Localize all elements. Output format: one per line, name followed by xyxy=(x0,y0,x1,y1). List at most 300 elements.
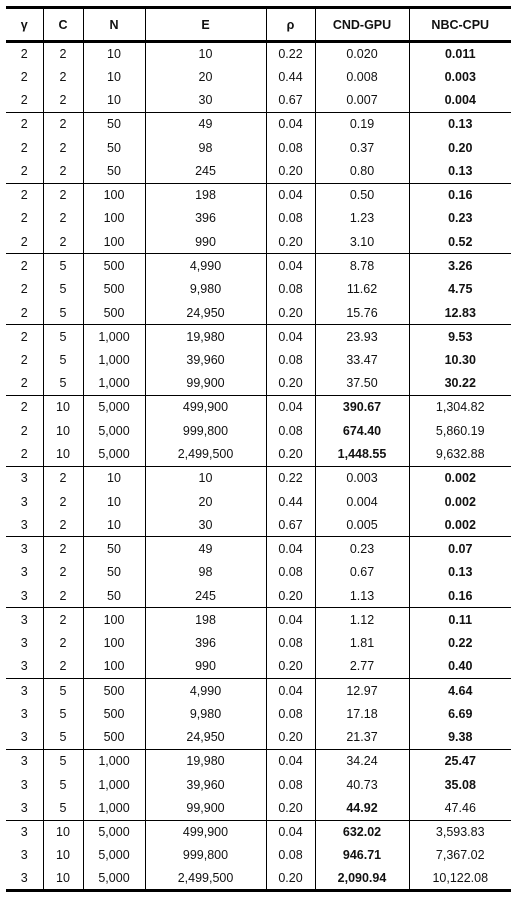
table-row xyxy=(6,65,511,89)
cell-rho: 0.04 xyxy=(266,679,315,703)
cell-cnd-gpu: 0.004 xyxy=(315,490,409,514)
cell-n: 500 xyxy=(83,702,145,726)
cell-gamma: 2 xyxy=(20,164,28,179)
cell-c: 2 xyxy=(43,65,83,89)
cell-n: 100 xyxy=(83,608,145,632)
cell-n: 50 xyxy=(83,537,145,561)
cell-n: 10 xyxy=(83,490,145,514)
cell-n: 1,000 xyxy=(83,749,145,773)
cell-gamma: 3 xyxy=(20,494,28,509)
cell-nbc-cpu: 4.75 xyxy=(409,277,511,301)
cell-gamma: 3 xyxy=(20,588,28,603)
cell-e: 10 xyxy=(145,42,266,66)
cell-cnd-gpu: 0.020 xyxy=(315,42,409,66)
cell-c: 5 xyxy=(43,301,83,325)
cell-e: 245 xyxy=(145,159,266,183)
cell-n: 500 xyxy=(83,301,145,325)
cell-e: 999,800 xyxy=(145,419,266,443)
cell-rho: 0.04 xyxy=(266,537,315,561)
cell-e: 30 xyxy=(145,89,266,113)
cell-c: 2 xyxy=(43,655,83,679)
cell-n: 500 xyxy=(83,726,145,750)
table-row xyxy=(6,679,511,703)
cell-nbc-cpu: 47.46 xyxy=(409,797,511,821)
cell-e: 99,900 xyxy=(145,797,266,821)
cell-n: 500 xyxy=(83,679,145,703)
cell-n: 10 xyxy=(83,513,145,537)
cell-n: 100 xyxy=(83,230,145,254)
cell-n: 10 xyxy=(83,42,145,66)
cell-gamma: 2 xyxy=(20,305,28,320)
cell-e: 20 xyxy=(145,65,266,89)
cell-gamma: 2 xyxy=(20,234,28,249)
cell-rho: 0.08 xyxy=(266,773,315,797)
cell-cnd-gpu: 40.73 xyxy=(315,773,409,797)
cell-cnd-gpu: 946.71 xyxy=(315,844,409,868)
table-row xyxy=(6,136,511,160)
cell-gamma: 3 xyxy=(6,537,43,561)
cell-cnd-gpu: 1.12 xyxy=(315,608,409,632)
table-row xyxy=(6,797,511,821)
table-row xyxy=(6,867,511,891)
cell-nbc-cpu: 5,860.19 xyxy=(409,419,511,443)
cell-c: 5 xyxy=(43,773,83,797)
cell-c: 10 xyxy=(43,820,83,844)
table-row xyxy=(6,395,511,419)
cell-c: 5 xyxy=(43,254,83,278)
cell-n: 50 xyxy=(83,159,145,183)
cell-e: 24,950 xyxy=(145,301,266,325)
cell-rho: 0.20 xyxy=(266,655,315,679)
cell-nbc-cpu: 0.16 xyxy=(409,584,511,608)
results-table xyxy=(6,6,511,892)
cell-rho: 0.08 xyxy=(266,844,315,868)
header-gamma: γ xyxy=(6,8,43,42)
cell-gamma: 2 xyxy=(20,423,28,438)
cell-cnd-gpu: 2.77 xyxy=(315,655,409,679)
cell-nbc-cpu: 0.13 xyxy=(409,561,511,585)
cell-n: 10 xyxy=(83,65,145,89)
cell-n: 50 xyxy=(83,112,145,136)
cell-n: 1,000 xyxy=(83,325,145,349)
cell-c: 5 xyxy=(43,702,83,726)
cell-rho: 0.20 xyxy=(266,867,315,891)
cell-rho: 0.04 xyxy=(266,608,315,632)
cell-n: 5,000 xyxy=(83,844,145,868)
table-row xyxy=(6,89,511,113)
cell-cnd-gpu: 3.10 xyxy=(315,230,409,254)
table-row xyxy=(6,277,511,301)
cell-n: 100 xyxy=(83,631,145,655)
table-row xyxy=(6,773,511,797)
cell-gamma: 3 xyxy=(6,679,43,703)
table-row xyxy=(6,749,511,773)
cell-gamma: 2 xyxy=(6,254,43,278)
cell-cnd-gpu: 37.50 xyxy=(315,372,409,396)
cell-cnd-gpu: 0.67 xyxy=(315,561,409,585)
cell-e: 39,960 xyxy=(145,773,266,797)
cell-e: 39,960 xyxy=(145,348,266,372)
table-row xyxy=(6,419,511,443)
cell-e: 10 xyxy=(145,466,266,490)
cell-e: 30 xyxy=(145,513,266,537)
cell-nbc-cpu: 0.16 xyxy=(409,183,511,207)
cell-e: 9,980 xyxy=(145,702,266,726)
cell-cnd-gpu: 8.78 xyxy=(315,254,409,278)
cell-rho: 0.67 xyxy=(266,513,315,537)
cell-n: 5,000 xyxy=(83,419,145,443)
cell-gamma: 3 xyxy=(20,517,28,532)
cell-c: 2 xyxy=(43,207,83,231)
cell-n: 1,000 xyxy=(83,372,145,396)
cell-n: 10 xyxy=(83,89,145,113)
cell-rho: 0.08 xyxy=(266,136,315,160)
cell-c: 5 xyxy=(43,797,83,821)
table-row xyxy=(6,844,511,868)
cell-nbc-cpu: 0.22 xyxy=(409,631,511,655)
cell-nbc-cpu: 3.26 xyxy=(409,254,511,278)
cell-n: 10 xyxy=(83,466,145,490)
header-e: E xyxy=(145,8,266,42)
cell-nbc-cpu: 0.011 xyxy=(409,42,511,66)
cell-rho: 0.44 xyxy=(266,490,315,514)
cell-n: 50 xyxy=(83,584,145,608)
cell-nbc-cpu: 0.13 xyxy=(409,112,511,136)
cell-n: 5,000 xyxy=(83,867,145,891)
cell-cnd-gpu: 0.19 xyxy=(315,112,409,136)
cell-gamma: 2 xyxy=(20,376,28,391)
header-rho: ρ xyxy=(266,8,315,42)
table-row xyxy=(6,159,511,183)
cell-e: 20 xyxy=(145,490,266,514)
cell-cnd-gpu: 1.23 xyxy=(315,207,409,231)
header-c: C xyxy=(43,8,83,42)
cell-rho: 0.44 xyxy=(266,65,315,89)
cell-c: 2 xyxy=(43,537,83,561)
cell-cnd-gpu: 0.23 xyxy=(315,537,409,561)
cell-e: 499,900 xyxy=(145,820,266,844)
cell-e: 990 xyxy=(145,230,266,254)
cell-e: 999,800 xyxy=(145,844,266,868)
cell-rho: 0.20 xyxy=(266,372,315,396)
cell-gamma: 2 xyxy=(20,69,28,84)
header-row xyxy=(6,8,511,42)
cell-c: 5 xyxy=(43,749,83,773)
cell-e: 9,980 xyxy=(145,277,266,301)
cell-nbc-cpu: 0.002 xyxy=(409,513,511,537)
cell-cnd-gpu: 21.37 xyxy=(315,726,409,750)
cell-gamma: 2 xyxy=(6,183,43,207)
cell-e: 49 xyxy=(145,537,266,561)
cell-e: 99,900 xyxy=(145,372,266,396)
header-cnd-gpu: CND-GPU xyxy=(315,8,409,42)
cell-cnd-gpu: 1.81 xyxy=(315,631,409,655)
cell-n: 1,000 xyxy=(83,797,145,821)
cell-e: 19,980 xyxy=(145,749,266,773)
cell-c: 2 xyxy=(43,513,83,537)
cell-c: 5 xyxy=(43,348,83,372)
cell-nbc-cpu: 4.64 xyxy=(409,679,511,703)
cell-cnd-gpu: 2,090.94 xyxy=(315,867,409,891)
cell-gamma: 3 xyxy=(6,466,43,490)
cell-e: 396 xyxy=(145,207,266,231)
cell-nbc-cpu: 0.004 xyxy=(409,89,511,113)
cell-c: 5 xyxy=(43,277,83,301)
cell-n: 500 xyxy=(83,254,145,278)
cell-gamma: 3 xyxy=(20,730,28,745)
cell-c: 5 xyxy=(43,679,83,703)
cell-c: 2 xyxy=(43,112,83,136)
cell-c: 5 xyxy=(43,372,83,396)
cell-rho: 0.20 xyxy=(266,301,315,325)
table-row xyxy=(6,42,511,66)
cell-nbc-cpu: 0.23 xyxy=(409,207,511,231)
cell-e: 198 xyxy=(145,183,266,207)
cell-e: 98 xyxy=(145,136,266,160)
cell-c: 2 xyxy=(43,89,83,113)
cell-c: 2 xyxy=(43,42,83,66)
cell-nbc-cpu: 9.38 xyxy=(409,726,511,750)
cell-gamma: 3 xyxy=(6,867,43,891)
cell-nbc-cpu: 0.07 xyxy=(409,537,511,561)
cell-nbc-cpu: 1,304.82 xyxy=(409,395,511,419)
cell-c: 2 xyxy=(43,230,83,254)
cell-cnd-gpu: 632.02 xyxy=(315,820,409,844)
cell-cnd-gpu: 12.97 xyxy=(315,679,409,703)
cell-rho: 0.20 xyxy=(266,584,315,608)
cell-gamma: 2 xyxy=(20,211,28,226)
cell-nbc-cpu: 9,632.88 xyxy=(409,443,511,467)
cell-nbc-cpu: 7,367.02 xyxy=(409,844,511,868)
cell-gamma: 3 xyxy=(6,749,43,773)
cell-nbc-cpu: 3,593.83 xyxy=(409,820,511,844)
cell-rho: 0.08 xyxy=(266,348,315,372)
cell-gamma: 2 xyxy=(20,93,28,108)
cell-e: 24,950 xyxy=(145,726,266,750)
cell-c: 2 xyxy=(43,159,83,183)
cell-cnd-gpu: 1,448.55 xyxy=(315,443,409,467)
cell-cnd-gpu: 0.005 xyxy=(315,513,409,537)
cell-n: 50 xyxy=(83,136,145,160)
cell-c: 2 xyxy=(43,561,83,585)
table-row xyxy=(6,584,511,608)
table-row xyxy=(6,608,511,632)
cell-rho: 0.20 xyxy=(266,159,315,183)
cell-cnd-gpu: 33.47 xyxy=(315,348,409,372)
cell-cnd-gpu: 17.18 xyxy=(315,702,409,726)
cell-gamma: 2 xyxy=(20,282,28,297)
table-row xyxy=(6,348,511,372)
cell-gamma: 2 xyxy=(20,353,28,368)
cell-e: 396 xyxy=(145,631,266,655)
cell-n: 50 xyxy=(83,561,145,585)
cell-cnd-gpu: 0.003 xyxy=(315,466,409,490)
cell-gamma: 3 xyxy=(20,636,28,651)
table-row xyxy=(6,207,511,231)
table-row xyxy=(6,230,511,254)
cell-rho: 0.04 xyxy=(266,325,315,349)
cell-nbc-cpu: 12.83 xyxy=(409,301,511,325)
cell-gamma: 2 xyxy=(6,325,43,349)
cell-e: 2,499,500 xyxy=(145,867,266,891)
table-body xyxy=(6,42,511,891)
cell-e: 198 xyxy=(145,608,266,632)
cell-e: 990 xyxy=(145,655,266,679)
cell-cnd-gpu: 11.62 xyxy=(315,277,409,301)
cell-rho: 0.20 xyxy=(266,726,315,750)
cell-cnd-gpu: 23.93 xyxy=(315,325,409,349)
cell-n: 5,000 xyxy=(83,395,145,419)
cell-rho: 0.04 xyxy=(266,749,315,773)
cell-nbc-cpu: 0.13 xyxy=(409,159,511,183)
cell-e: 2,499,500 xyxy=(145,443,266,467)
cell-rho: 0.08 xyxy=(266,702,315,726)
cell-rho: 0.08 xyxy=(266,277,315,301)
cell-c: 2 xyxy=(43,490,83,514)
cell-gamma: 2 xyxy=(20,140,28,155)
cell-c: 10 xyxy=(43,867,83,891)
cell-c: 10 xyxy=(43,844,83,868)
cell-e: 4,990 xyxy=(145,679,266,703)
header-nbc-cpu: NBC-CPU xyxy=(409,8,511,42)
cell-rho: 0.04 xyxy=(266,183,315,207)
cell-n: 1,000 xyxy=(83,773,145,797)
cell-rho: 0.20 xyxy=(266,797,315,821)
table-row xyxy=(6,513,511,537)
cell-rho: 0.22 xyxy=(266,466,315,490)
table-row xyxy=(6,631,511,655)
cell-cnd-gpu: 0.50 xyxy=(315,183,409,207)
cell-rho: 0.04 xyxy=(266,820,315,844)
cell-nbc-cpu: 0.003 xyxy=(409,65,511,89)
cell-gamma: 3 xyxy=(20,659,28,674)
cell-rho: 0.08 xyxy=(266,207,315,231)
cell-gamma: 3 xyxy=(6,608,43,632)
table-row xyxy=(6,112,511,136)
cell-cnd-gpu: 44.92 xyxy=(315,797,409,821)
cell-nbc-cpu: 0.52 xyxy=(409,230,511,254)
cell-gamma: 3 xyxy=(20,706,28,721)
cell-rho: 0.67 xyxy=(266,89,315,113)
cell-cnd-gpu: 390.67 xyxy=(315,395,409,419)
cell-rho: 0.22 xyxy=(266,42,315,66)
cell-nbc-cpu: 9.53 xyxy=(409,325,511,349)
cell-rho: 0.04 xyxy=(266,395,315,419)
cell-gamma: 3 xyxy=(20,777,28,792)
table-row xyxy=(6,655,511,679)
table-row xyxy=(6,726,511,750)
cell-n: 1,000 xyxy=(83,348,145,372)
cell-c: 2 xyxy=(43,631,83,655)
table-row xyxy=(6,254,511,278)
cell-rho: 0.04 xyxy=(266,112,315,136)
table-row xyxy=(6,325,511,349)
cell-e: 4,990 xyxy=(145,254,266,278)
cell-rho: 0.08 xyxy=(266,561,315,585)
cell-nbc-cpu: 10.30 xyxy=(409,348,511,372)
cell-cnd-gpu: 674.40 xyxy=(315,419,409,443)
table-row xyxy=(6,561,511,585)
cell-cnd-gpu: 0.37 xyxy=(315,136,409,160)
cell-n: 5,000 xyxy=(83,443,145,467)
cell-c: 5 xyxy=(43,726,83,750)
table-row xyxy=(6,443,511,467)
cell-e: 245 xyxy=(145,584,266,608)
cell-c: 5 xyxy=(43,325,83,349)
cell-gamma: 3 xyxy=(20,801,28,816)
cell-n: 500 xyxy=(83,277,145,301)
cell-e: 499,900 xyxy=(145,395,266,419)
cell-gamma: 3 xyxy=(20,565,28,580)
cell-c: 2 xyxy=(43,136,83,160)
cell-c: 2 xyxy=(43,183,83,207)
table-row xyxy=(6,702,511,726)
cell-gamma: 2 xyxy=(6,112,43,136)
cell-cnd-gpu: 34.24 xyxy=(315,749,409,773)
cell-rho: 0.20 xyxy=(266,443,315,467)
cell-c: 10 xyxy=(43,419,83,443)
cell-cnd-gpu: 0.80 xyxy=(315,159,409,183)
cell-nbc-cpu: 0.20 xyxy=(409,136,511,160)
cell-nbc-cpu: 0.11 xyxy=(409,608,511,632)
cell-cnd-gpu: 0.007 xyxy=(315,89,409,113)
cell-rho: 0.20 xyxy=(266,230,315,254)
table-row xyxy=(6,490,511,514)
table-row xyxy=(6,820,511,844)
cell-gamma: 2 xyxy=(20,447,28,462)
cell-rho: 0.08 xyxy=(266,419,315,443)
table-header xyxy=(6,8,511,42)
cell-nbc-cpu: 10,122.08 xyxy=(409,867,511,891)
cell-c: 10 xyxy=(43,395,83,419)
results-table-container xyxy=(6,6,511,892)
header-n: N xyxy=(83,8,145,42)
cell-nbc-cpu: 0.002 xyxy=(409,490,511,514)
cell-nbc-cpu: 6.69 xyxy=(409,702,511,726)
cell-gamma: 3 xyxy=(20,848,28,863)
cell-c: 2 xyxy=(43,608,83,632)
cell-c: 2 xyxy=(43,584,83,608)
cell-gamma: 3 xyxy=(6,820,43,844)
cell-cnd-gpu: 0.008 xyxy=(315,65,409,89)
cell-cnd-gpu: 1.13 xyxy=(315,584,409,608)
cell-nbc-cpu: 0.002 xyxy=(409,466,511,490)
cell-nbc-cpu: 25.47 xyxy=(409,749,511,773)
cell-rho: 0.08 xyxy=(266,631,315,655)
cell-e: 19,980 xyxy=(145,325,266,349)
cell-n: 100 xyxy=(83,207,145,231)
cell-nbc-cpu: 0.40 xyxy=(409,655,511,679)
cell-cnd-gpu: 15.76 xyxy=(315,301,409,325)
table-row xyxy=(6,537,511,561)
cell-c: 10 xyxy=(43,443,83,467)
cell-e: 98 xyxy=(145,561,266,585)
table-row xyxy=(6,466,511,490)
table-row xyxy=(6,301,511,325)
cell-gamma: 2 xyxy=(20,47,28,62)
cell-n: 100 xyxy=(83,183,145,207)
cell-nbc-cpu: 35.08 xyxy=(409,773,511,797)
cell-rho: 0.04 xyxy=(266,254,315,278)
cell-c: 2 xyxy=(43,466,83,490)
table-row xyxy=(6,372,511,396)
table-row xyxy=(6,183,511,207)
cell-e: 49 xyxy=(145,112,266,136)
cell-n: 100 xyxy=(83,655,145,679)
cell-gamma: 2 xyxy=(6,395,43,419)
cell-n: 5,000 xyxy=(83,820,145,844)
cell-nbc-cpu: 30.22 xyxy=(409,372,511,396)
